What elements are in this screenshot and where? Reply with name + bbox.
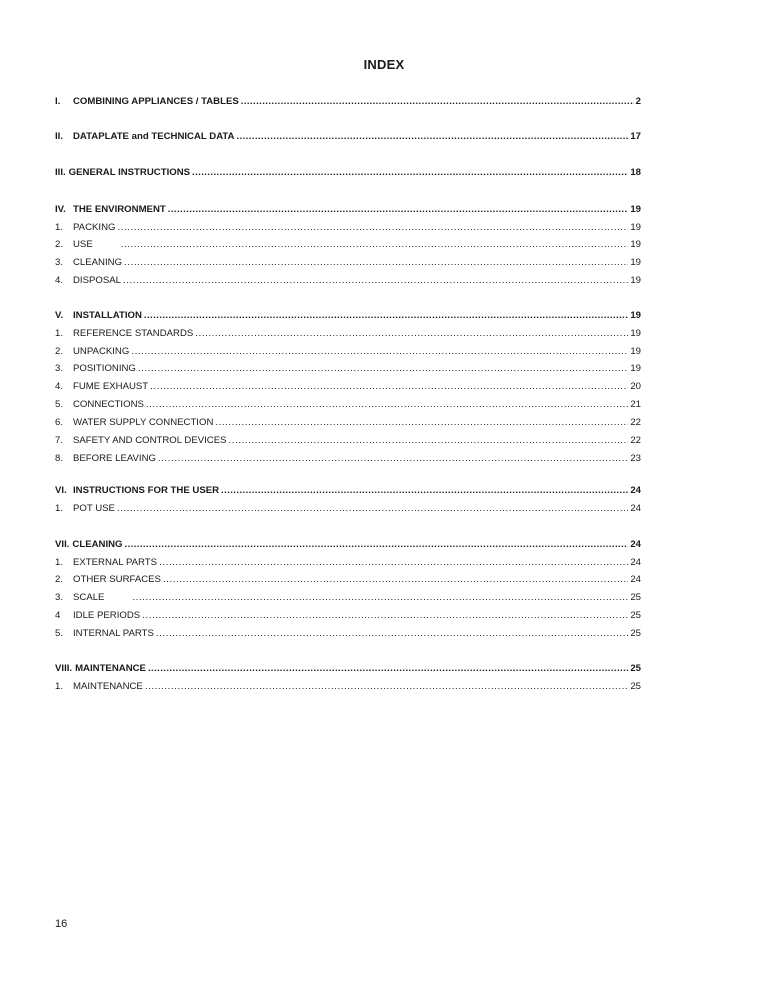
toc-item-row xyxy=(55,362,641,376)
toc-label: CLEANING xyxy=(73,257,123,268)
toc-label: INSTRUCTIONS FOR THE USER xyxy=(73,485,220,496)
toc-label: POSITIONING xyxy=(73,363,136,374)
toc-number: 3. xyxy=(55,363,64,374)
toc-label: EXTERNAL PARTS xyxy=(73,557,158,568)
dot-leader xyxy=(144,309,628,323)
dot-leader xyxy=(117,502,628,516)
toc-page-number: 19 xyxy=(630,363,641,374)
dot-leader xyxy=(131,345,628,359)
toc-page-number: 24 xyxy=(630,485,641,496)
dot-leader xyxy=(132,591,628,605)
toc-section-row xyxy=(55,309,641,323)
toc-number: 4. xyxy=(55,381,64,392)
dot-leader xyxy=(168,203,629,217)
toc-number: 5. xyxy=(55,628,64,639)
toc-item-row xyxy=(55,416,641,430)
toc-label: THE ENVIRONMENT xyxy=(73,204,166,215)
toc-page-number: 19 xyxy=(630,328,641,339)
toc-item-row xyxy=(55,452,641,466)
toc-page-number: 25 xyxy=(630,610,641,621)
toc-item-row xyxy=(55,627,641,641)
page-title: INDEX xyxy=(363,57,405,72)
dot-leader xyxy=(124,256,628,270)
toc-page-number: 19 xyxy=(630,222,641,233)
toc-page-number: 24 xyxy=(630,574,641,585)
toc-page-number: 24 xyxy=(630,557,641,568)
toc-label: FUME EXHAUST xyxy=(73,381,149,392)
toc-item-row xyxy=(55,238,641,252)
toc-page-number: 22 xyxy=(630,435,641,446)
toc-label: DISPOSAL xyxy=(73,275,121,286)
toc-number: 8. xyxy=(55,453,64,464)
dot-leader xyxy=(123,274,628,288)
toc-label: USE xyxy=(73,239,93,250)
toc-page-number: 19 xyxy=(630,275,641,286)
toc-label: MAINTENANCE xyxy=(73,681,143,692)
toc-item-row xyxy=(55,680,641,694)
toc-item-row xyxy=(55,345,641,359)
toc-page-number: 24 xyxy=(630,503,641,514)
toc-page-number: 20 xyxy=(630,381,641,392)
toc-label: BEFORE LEAVING xyxy=(73,453,156,464)
dot-leader xyxy=(158,452,628,466)
toc-section-row xyxy=(55,95,641,109)
toc-page-number: 25 xyxy=(630,681,641,692)
toc-page-number: 24 xyxy=(630,539,641,550)
toc-section-row xyxy=(55,662,641,676)
toc-page-number: 18 xyxy=(630,167,641,178)
toc-number: 2. xyxy=(55,346,64,357)
toc-page-number: 19 xyxy=(630,257,641,268)
toc-number: VIII. xyxy=(55,663,73,674)
toc-page-number: 25 xyxy=(630,663,641,674)
dot-leader xyxy=(117,221,628,235)
toc-item-row xyxy=(55,502,641,516)
toc-number: 3. xyxy=(55,592,64,603)
toc-item-row xyxy=(55,398,641,412)
toc-number: 7. xyxy=(55,435,64,446)
toc-label: COMBINING APPLIANCES / TABLES xyxy=(73,96,239,107)
toc-label: GENERAL INSTRUCTIONS xyxy=(68,167,191,178)
toc-number: 1. xyxy=(55,328,64,339)
dot-leader xyxy=(215,416,628,430)
toc-number: V. xyxy=(55,310,64,321)
dot-leader xyxy=(145,680,629,694)
dot-leader xyxy=(236,130,628,144)
dot-leader xyxy=(241,95,634,109)
toc-item-row xyxy=(55,591,641,605)
dot-leader xyxy=(148,662,628,676)
toc-page-number: 21 xyxy=(630,399,641,410)
toc-number: 5. xyxy=(55,399,64,410)
dot-leader xyxy=(163,573,628,587)
toc-page-number: 2 xyxy=(635,96,641,107)
dot-leader xyxy=(159,556,628,570)
toc-label: PACKING xyxy=(73,222,116,233)
toc-section-row xyxy=(55,130,641,144)
toc-label: DATAPLATE and TECHNICAL DATA xyxy=(73,131,235,142)
toc-page-number: 19 xyxy=(630,239,641,250)
toc-item-row xyxy=(55,221,641,235)
toc-number: 1. xyxy=(55,681,64,692)
toc-page-number: 22 xyxy=(630,417,641,428)
toc-label: CONNECTIONS xyxy=(73,399,144,410)
toc-number: 2. xyxy=(55,574,64,585)
toc-label: UNPACKING xyxy=(73,346,130,357)
dot-leader xyxy=(121,238,629,252)
toc-number: III. xyxy=(55,167,66,178)
toc-label: REFERENCE STANDARDS xyxy=(73,328,194,339)
dot-leader xyxy=(150,380,628,394)
dot-leader xyxy=(192,166,628,180)
toc-section-row xyxy=(55,538,641,552)
toc-label: CLEANING xyxy=(72,539,123,550)
toc-number: I. xyxy=(55,96,61,107)
toc-number: VI. xyxy=(55,485,67,496)
toc-item-row xyxy=(55,274,641,288)
toc-label: MAINTENANCE xyxy=(75,663,146,674)
toc-page-number: 23 xyxy=(630,453,641,464)
toc-label: INSTALLATION xyxy=(73,310,142,321)
toc-item-row xyxy=(55,573,641,587)
dot-leader xyxy=(156,627,628,641)
page-number: 16 xyxy=(55,918,68,930)
toc-number: 4 xyxy=(55,610,61,621)
toc-number: 1. xyxy=(55,557,64,568)
toc-label: POT USE xyxy=(73,503,115,514)
dot-leader xyxy=(229,434,629,448)
toc-number: IV. xyxy=(55,204,66,215)
toc-number: 1. xyxy=(55,503,64,514)
dot-leader xyxy=(125,538,629,552)
dot-leader xyxy=(138,362,628,376)
toc-number: 3. xyxy=(55,257,64,268)
toc-number: 6. xyxy=(55,417,64,428)
toc-label: INTERNAL PARTS xyxy=(73,628,154,639)
toc-label: SCALE xyxy=(73,592,105,603)
toc-page-number: 19 xyxy=(630,310,641,321)
dot-leader xyxy=(221,484,628,498)
toc-number: 2. xyxy=(55,239,64,250)
toc-item-row xyxy=(55,380,641,394)
toc-page-number: 19 xyxy=(630,204,641,215)
toc-label: SAFETY AND CONTROL DEVICES xyxy=(73,435,227,446)
toc-label: OTHER SURFACES xyxy=(73,574,161,585)
toc-page-number: 19 xyxy=(630,346,641,357)
toc-number: 4. xyxy=(55,275,64,286)
toc-item-row xyxy=(55,327,641,341)
toc-section-row xyxy=(55,166,641,180)
toc-page-number: 25 xyxy=(630,628,641,639)
toc-label: WATER SUPPLY CONNECTION xyxy=(73,417,214,428)
toc-item-row xyxy=(55,434,641,448)
toc-item-row xyxy=(55,609,641,623)
toc-number: 1. xyxy=(55,222,64,233)
toc-section-row xyxy=(55,484,641,498)
toc-item-row xyxy=(55,256,641,270)
toc-number: VII. xyxy=(55,539,70,550)
toc-label: IDLE PERIODS xyxy=(73,610,141,621)
toc-section-row xyxy=(55,203,641,217)
toc-page-number: 17 xyxy=(630,131,641,142)
toc-page-number: 25 xyxy=(630,592,641,603)
toc-item-row xyxy=(55,556,641,570)
toc-number: II. xyxy=(55,131,63,142)
dot-leader xyxy=(142,609,628,623)
dot-leader xyxy=(146,398,628,412)
dot-leader xyxy=(195,327,628,341)
